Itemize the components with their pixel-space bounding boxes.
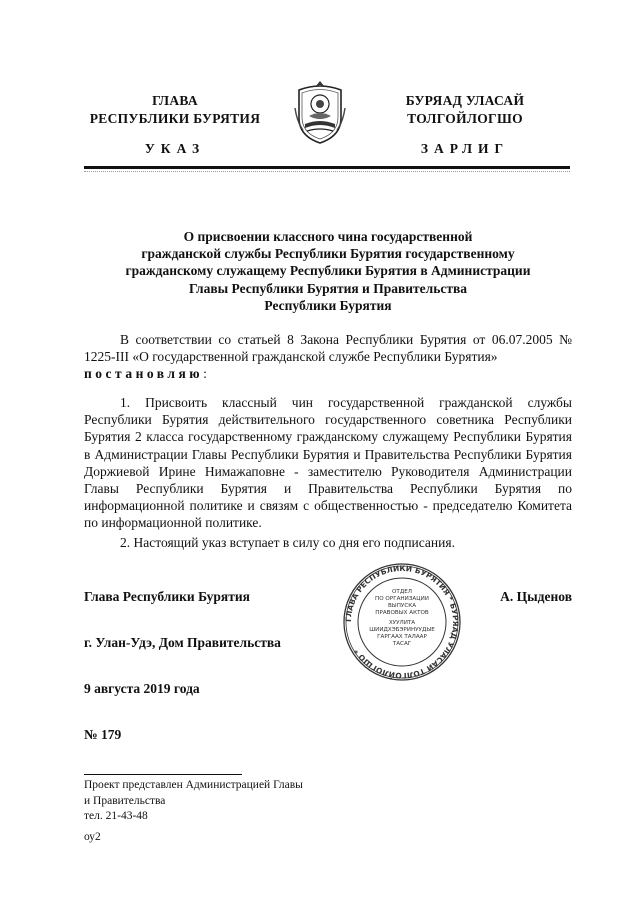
seal-line: ПО ОРГАНИЗАЦИИ <box>375 596 429 602</box>
seal-line: ТАСАГ <box>392 641 412 647</box>
document-title <box>100 228 556 314</box>
signatory-name: А. Цыденов <box>500 589 572 604</box>
seal-line: ПРАВОВЫХ АКТОВ <box>375 610 429 616</box>
title-line: Главы Республики Бурятия и Правительства <box>188 280 468 296</box>
title-line: Республики Бурятия <box>264 297 392 313</box>
seal-line: ХУУЛИТА <box>388 620 416 626</box>
footer-line: Проект представлен Администрацией Главы <box>84 779 303 791</box>
official-seal-stamp <box>341 563 463 681</box>
footer-note <box>84 778 404 825</box>
signatory-title: Глава Республики Бурятия <box>84 589 250 604</box>
footer-line: и Правительства <box>84 794 166 807</box>
header-divider <box>84 166 570 169</box>
preamble-text: В соответствии со статьей 8 Закона Республики Бурятия от 06.07.2005 № 1225-III «О государственной гражданской службе Республики Бурятия» <box>84 332 572 365</box>
preamble-paragraph <box>84 331 572 383</box>
title-line: гражданской службы Республики Бурятия государственному <box>141 246 515 262</box>
header-right-line1: БУРЯАД УЛАСАЙ <box>405 93 525 108</box>
item-2-paragraph: 2. Настоящий указ вступает в силу со дня его подписания. <box>120 535 455 550</box>
footer-phone: тел. 21-43-48 <box>84 810 148 822</box>
decree-verb: постановляю <box>84 366 204 382</box>
document-code: оу2 <box>84 831 101 843</box>
seal-line: ОТДЕЛ <box>392 589 412 595</box>
signing-place: г. Улан-Удэ, Дом Правительства <box>84 635 281 650</box>
signing-date: 9 августа 2019 года <box>84 681 200 696</box>
seal-line: ВЫПУСКА <box>387 603 417 609</box>
header-left-line1: ГЛАВА <box>152 93 198 108</box>
footer-divider <box>84 774 242 775</box>
header-left <box>70 92 280 128</box>
header-left-line2: РЕСПУБЛИКИ БУРЯТИЯ <box>89 111 261 126</box>
title-line: О присвоении классного чина государственной <box>183 229 473 244</box>
header-right <box>360 92 570 128</box>
header-divider-dotted <box>84 171 570 172</box>
seal-line: ГАРГААХ ТАЛААР <box>377 634 427 640</box>
decree-word-ru: УКАЗ <box>144 141 206 156</box>
header-right-line2: ТОЛГОЙЛОГШО <box>407 111 523 126</box>
seal-ring-text: ГЛАВА РЕСПУБЛИКИ БУРЯТИЯ * БУРЯАД УЛАСАЙ ТОЛГОЙЛОГШО * <box>343 563 461 681</box>
item-1-paragraph: 1. Присвоить классный чин государственной гражданской службы Республики Бурятия действительного государственного советника Республики Бурятия 2 класса государственному гражданскому служащему Республики Бурятия в Администрации Главы Республики Бурятия и Правительства Республики Бурятия Доржиевой Ирине Нимажаповне - заместителю Руководителя Администрации Главы Республики Бурятия и Правительства Республики Бурятия по информационной политике и связям с общественностью - председателю Комитета по информационной политике. <box>84 395 572 531</box>
decree-word-bur: ЗАРЛИГ <box>420 141 510 156</box>
seal-line: ШИИДХЭБЭРИНУУДЫЕ <box>369 627 435 633</box>
title-line: гражданскому служащему Республики Бурятия в Администрации <box>125 263 531 279</box>
coat-of-arms-icon <box>291 78 349 146</box>
decree-number: № 179 <box>84 727 122 742</box>
decree-colon: : <box>203 366 207 382</box>
